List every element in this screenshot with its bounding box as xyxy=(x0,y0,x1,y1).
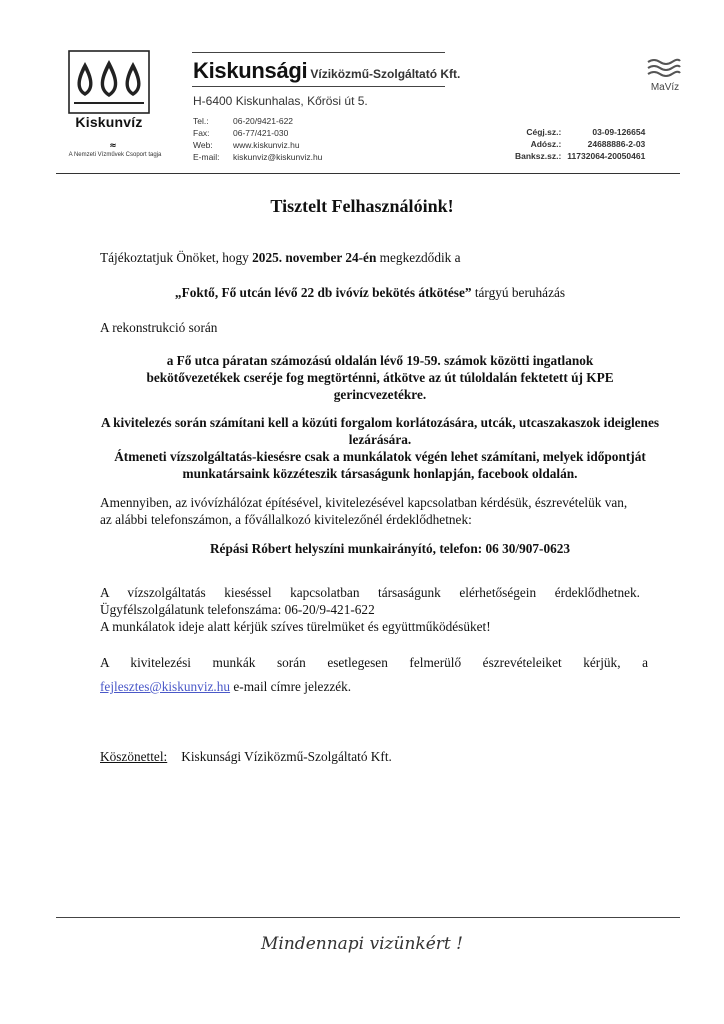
contact-label: E-mail: xyxy=(193,152,220,162)
registry-label: Adósz.: xyxy=(530,139,562,149)
registry-row xyxy=(515,138,645,150)
service-paragraph xyxy=(100,584,640,635)
thanks-company: Kiskunsági Víziközmű-Szolgáltató Kft. xyxy=(181,749,392,764)
footer-slogan: Mindennapi vizünkért ! xyxy=(261,934,463,954)
header-divider xyxy=(56,173,680,174)
contact-value[interactable]: kiskunviz@kiskunviz.hu xyxy=(233,152,323,162)
reconstruction-detail: a Fő utca páratan számozású oldalán lévő 19-59. számok közötti ingatlanok bekötővezetékek cseréje fog megtörténni, átkötve az út túloldalán fektetett új KPE gerincvezetékre. xyxy=(146,353,614,402)
registry-value: 24688886-2-03 xyxy=(587,139,646,149)
contact-row-email xyxy=(193,151,322,163)
registry-label: Cégj.sz.: xyxy=(526,127,562,137)
partner-logo-text: MaVíz xyxy=(650,82,680,93)
reconstruction-intro: A rekonstrukció során xyxy=(100,320,218,335)
registry-row xyxy=(515,150,645,162)
registry-value: 03-09-126654 xyxy=(592,127,646,137)
company-logo xyxy=(68,50,150,122)
feedback-suffix: e-mail címre jelezzék. xyxy=(230,679,352,694)
feedback-line-2 xyxy=(100,678,640,695)
contact-row-web xyxy=(193,139,322,151)
group-wave-icon: ≈ xyxy=(109,141,117,151)
intro-prefix: Tájékoztatjuk Önöket, hogy xyxy=(100,250,253,265)
intro-suffix: megkezdődik a xyxy=(376,250,461,265)
questions-paragraph: Amennyiben, az ivóvízhálózat építésével, kivitelezésével kapcsolatban kérdésük, észrevételük van, az alábbi telefonszámon, a fővállalkozó kivitelezőnél érdeklődhetnek: xyxy=(100,495,628,527)
intro-date: 2025. november 24-én xyxy=(252,250,377,265)
registry-value: 11732064-20050461 xyxy=(567,151,646,161)
logo-name: Kiskunvíz xyxy=(75,114,143,130)
company-name-main: Kiskunsági xyxy=(193,58,308,83)
service-line-2: Ügyfélszolgálatunk telefonszáma: 06-20/9-421-622 xyxy=(100,602,375,617)
footer-divider xyxy=(56,917,680,918)
company-name-suffix: Víziközmű-Szolgáltató Kft. xyxy=(310,67,461,81)
traffic-notice: A kivitelezés során számítani kell a közúti forgalom korlátozására, utcák, utcaszakaszok ideiglenes lezárására. xyxy=(100,415,660,447)
contact-table xyxy=(193,115,322,163)
feedback-email-link[interactable]: fejlesztes@kiskunviz.hu xyxy=(100,679,231,694)
company-address: H-6400 Kiskunhalas, Kőrösi út 5. xyxy=(193,94,368,108)
contact-label: Tel.: xyxy=(193,116,209,126)
service-line-3: A munkálatok ideje alatt kérjük szíves türelmüket és együttműködésüket! xyxy=(100,619,491,634)
header-top-rule xyxy=(192,52,445,53)
contact-label: Fax: xyxy=(193,128,210,138)
group-membership-text: A Nemzeti Vízművek Csoport tagja xyxy=(68,152,162,158)
contact-person: Répási Róbert helyszíni munkairányító, telefon: 06 30/907-0623 xyxy=(209,541,571,556)
contact-value: 06-20/9421-622 xyxy=(233,116,294,126)
project-line xyxy=(60,284,680,301)
project-suffix: tárgyú beruházás xyxy=(471,285,566,300)
closing-line xyxy=(100,748,640,765)
contact-label: Web: xyxy=(193,140,213,150)
company-name xyxy=(193,58,460,84)
feedback-line-1: A kivitelezési munkák során esetlegesen felmerülő észrevételeiket kérjük, a xyxy=(100,655,648,670)
intro-paragraph xyxy=(100,249,660,266)
company-name-rule xyxy=(192,86,445,87)
thanks-label: Köszönettel: xyxy=(100,749,168,764)
contact-row-tel xyxy=(193,115,322,127)
service-line-1: A vízszolgáltatás kieséssel kapcsolatban társaságunk elérhetőségein érdeklődhetnek. xyxy=(100,585,640,600)
contact-row-fax xyxy=(193,127,322,139)
outage-notice: Átmeneti vízszolgáltatás-kiesésre csak a munkálatok végén lehet számítani, melyek időpontját munkatársaink közzéteszik társaságunk honlapján, facebook oldalán. xyxy=(114,449,646,481)
registry-table xyxy=(515,126,645,162)
letter-greeting: Tisztelt Felhasználóink! xyxy=(270,196,454,216)
project-title: „Foktő, Fő utcán lévő 22 db ivóvíz bekötés átkötése” xyxy=(174,285,472,300)
registry-row xyxy=(515,126,645,138)
registry-label: Banksz.sz.: xyxy=(515,151,562,161)
contact-value[interactable]: www.kiskunviz.hu xyxy=(233,140,300,150)
contact-value: 06-77/421-030 xyxy=(233,128,289,138)
